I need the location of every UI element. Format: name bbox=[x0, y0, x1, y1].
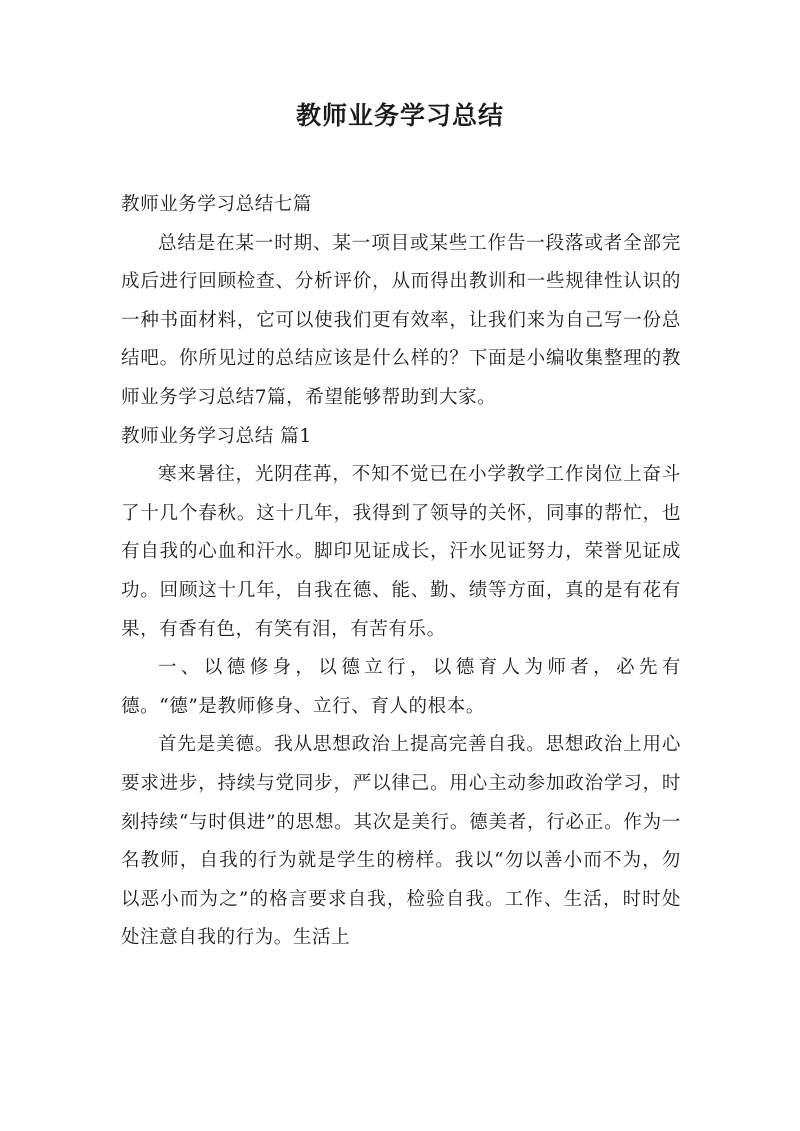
body-paragraph: 一、以德修身，以德立行，以德育人为师者，必先有德。“德”是教师修身、立行、育人的根本。 bbox=[121, 657, 681, 717]
body-paragraph: 首先是美德。我从思想政治上提高完善自我。思想政治上用心要求进步，持续与党同步，严以律己。用心主动参加政治学习，时刻持续“与时俱进”的思想。其次是美行。德美者，行必正。作为一名教师，自我的行为就是学生的榜样。我以“勿以善小而不为，勿以恶小而为之”的格言要求自我，检验自我。工作、生活，时时处处注意自我的行为。生活上 bbox=[121, 734, 681, 949]
document-body bbox=[121, 186, 681, 958]
body-paragraph: 寒来暑往，光阴荏苒，不知不觉已在小学教学工作岗位上奋斗了十几个春秋。这十几年，我得到了领导的关怀，同事的帮忙，也有自我的心血和汗水。脚印见证成长，汗水见证努力，荣誉见证成功。回顾这十几年，自我在德、能、勤、绩等方面，真的是有花有果，有香有色，有笑有泪，有苦有乐。 bbox=[121, 464, 681, 640]
section-heading: 教师业务学习总结 篇1 bbox=[121, 425, 312, 447]
body-paragraph: 总结是在某一时期、某一项目或某些工作告一段落或者全部完成后进行回顾检查、分析评价，从而得出教训和一些规律性认识的一种书面材料，它可以使我们更有效率，让我们来为自己写一份总结吧。你所见过的总结应该是什么样的？下面是小编收集整理的教师业务学习总结7篇，希望能够帮助到大家。 bbox=[121, 232, 681, 408]
section-heading: 教师业务学习总结七篇 bbox=[121, 194, 313, 215]
document-title: 教师业务学习总结 bbox=[295, 101, 504, 130]
